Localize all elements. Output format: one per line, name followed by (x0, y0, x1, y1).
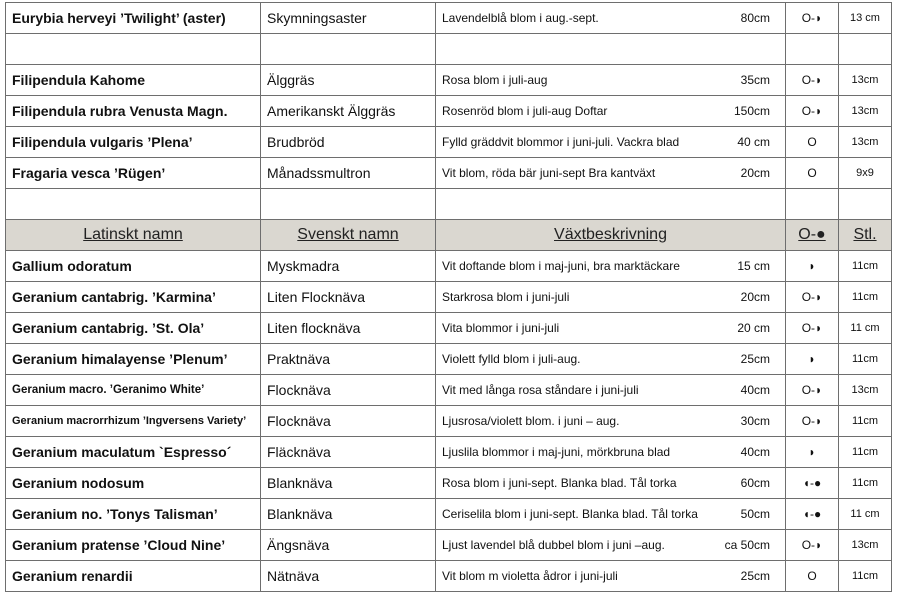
plant-height: 50cm (740, 507, 770, 522)
swedish-name: Myskmadra (261, 251, 436, 282)
plant-height: 20cm (740, 166, 770, 181)
plant-height: 20 cm (737, 321, 770, 336)
blank-cell (786, 189, 839, 220)
plant-description (436, 313, 786, 344)
pot-size: 13cm (839, 96, 892, 127)
swedish-name: Blanknäva (261, 468, 436, 499)
header-row (6, 220, 892, 251)
table-row (6, 375, 892, 406)
plant-description (436, 499, 786, 530)
latin-name: Geranium maculatum `Espresso´ (6, 437, 261, 468)
sun-exposure: O (786, 127, 839, 158)
table-row (6, 282, 892, 313)
table-row (6, 437, 892, 468)
plant-height: 60cm (740, 476, 770, 491)
pot-size: 9x9 (839, 158, 892, 189)
swedish-name: Brudbröd (261, 127, 436, 158)
sun-exposure: ◖-● (786, 499, 839, 530)
description-text: Rosenröd blom i juli-aug Doftar (442, 104, 608, 119)
sun-exposure: O (786, 158, 839, 189)
latin-name: Eurybia herveyi ’Twilight’ (aster) (6, 3, 261, 34)
sun-exposure: ◗ (786, 437, 839, 468)
blank-row (6, 34, 892, 65)
latin-name: Geranium renardii (6, 561, 261, 592)
description-text: Rosa blom i juni-sept. Blanka blad. Tål torka (442, 476, 677, 491)
plant-description (436, 127, 786, 158)
description-text: Vit doftande blom i maj-juni, bra marktäckare (442, 259, 680, 274)
plant-height: ca 50cm (724, 538, 770, 553)
sun-exposure: O-◗ (786, 65, 839, 96)
pot-size: 13 cm (839, 3, 892, 34)
latin-name: Geranium cantabrig. ’Karmina’ (6, 282, 261, 313)
blank-cell (6, 189, 261, 220)
pot-size: 13cm (839, 65, 892, 96)
plant-description (436, 282, 786, 313)
pot-size: 13cm (839, 127, 892, 158)
plant-description (436, 251, 786, 282)
latin-name: Geranium no. ’Tonys Talisman’ (6, 499, 261, 530)
pot-size: 11 cm (839, 499, 892, 530)
plant-height: 40cm (740, 445, 770, 460)
header-swedish: Svenskt namn (261, 220, 436, 251)
description-text: Ljuslila blommor i maj-juni, mörkbruna blad (442, 445, 671, 460)
description-text: Lavendelblå blom i aug.-sept. (442, 11, 599, 26)
sun-exposure: O-◗ (786, 96, 839, 127)
table-row (6, 530, 892, 561)
latin-name: Fragaria vesca ’Rügen’ (6, 158, 261, 189)
sun-exposure: O-◗ (786, 530, 839, 561)
sun-exposure: O-◗ (786, 282, 839, 313)
latin-name: Gallium odoratum (6, 251, 261, 282)
swedish-name: Flocknäva (261, 406, 436, 437)
header-section (6, 220, 892, 251)
pot-size: 11cm (839, 344, 892, 375)
plant-height: 40cm (740, 383, 770, 398)
plant-description (436, 468, 786, 499)
blank-row (6, 189, 892, 220)
plant-description (436, 406, 786, 437)
top-rows (6, 3, 892, 220)
table-row (6, 406, 892, 437)
swedish-name: Nätnäva (261, 561, 436, 592)
blank-cell (436, 189, 786, 220)
description-text: Starkrosa blom i juni-juli (442, 290, 570, 305)
blank-cell (839, 189, 892, 220)
plant-height: 150cm (733, 104, 770, 119)
sun-exposure: ◗ (786, 251, 839, 282)
latin-name: Filipendula vulgaris ’Plena’ (6, 127, 261, 158)
plant-height: 30cm (740, 414, 770, 429)
sun-exposure: O-◗ (786, 313, 839, 344)
blank-cell (839, 34, 892, 65)
table-row (6, 468, 892, 499)
plant-height: 25cm (740, 569, 770, 584)
pot-size: 11cm (839, 251, 892, 282)
blank-cell (261, 34, 436, 65)
latin-name: Geranium macrorrhizum ’Ingversens Variety’ (6, 406, 261, 437)
swedish-name: Månadssmultron (261, 158, 436, 189)
plant-description (436, 530, 786, 561)
latin-name: Geranium nodosum (6, 468, 261, 499)
plant-description (436, 158, 786, 189)
table-row (6, 561, 892, 592)
table-row (6, 158, 892, 189)
plant-height: 20cm (740, 290, 770, 305)
pot-size: 13cm (839, 530, 892, 561)
swedish-name: Praktnäva (261, 344, 436, 375)
sun-exposure: O-◗ (786, 375, 839, 406)
plant-description (436, 375, 786, 406)
latin-name: Geranium himalayense ’Plenum’ (6, 344, 261, 375)
plant-description (436, 65, 786, 96)
plant-height: 40 cm (737, 135, 770, 150)
pot-size: 11cm (839, 561, 892, 592)
swedish-name: Liten Flocknäva (261, 282, 436, 313)
swedish-name: Älggräs (261, 65, 436, 96)
description-text: Vita blommor i juni-juli (442, 321, 560, 336)
latin-name: Filipendula rubra Venusta Magn. (6, 96, 261, 127)
table-row (6, 127, 892, 158)
header-latin: Latinskt namn (6, 220, 261, 251)
blank-cell (6, 34, 261, 65)
description-text: Violett fylld blom i juli-aug. (442, 352, 581, 367)
swedish-name: Amerikanskt Älggräs (261, 96, 436, 127)
latin-name: Geranium pratense ’Cloud Nine’ (6, 530, 261, 561)
blank-cell (261, 189, 436, 220)
blank-cell (786, 34, 839, 65)
swedish-name: Liten flocknäva (261, 313, 436, 344)
plant-height: 15 cm (737, 259, 770, 274)
pot-size: 11 cm (839, 313, 892, 344)
table-row (6, 499, 892, 530)
header-sun: O-● (786, 220, 839, 251)
description-text: Vit med långa rosa ståndare i juni-juli (442, 383, 639, 398)
latin-name: Geranium cantabrig. ’St. Ola’ (6, 313, 261, 344)
swedish-name: Blanknäva (261, 499, 436, 530)
sun-exposure: ◗ (786, 344, 839, 375)
pot-size: 11cm (839, 406, 892, 437)
pot-size: 11cm (839, 468, 892, 499)
description-text: Vit blom m violetta ådror i juni-juli (442, 569, 618, 584)
table-row (6, 96, 892, 127)
swedish-name: Ängsnäva (261, 530, 436, 561)
description-text: Ljusrosa/violett blom. i juni – aug. (442, 414, 620, 429)
description-text: Fylld gräddvit blommor i juni-juli. Vackra blad (442, 135, 680, 150)
plant-height: 35cm (740, 73, 770, 88)
blank-cell (436, 34, 786, 65)
sun-exposure: O (786, 561, 839, 592)
description-text: Rosa blom i juli-aug (442, 73, 548, 88)
table-row (6, 251, 892, 282)
pot-size: 11cm (839, 282, 892, 313)
table-row (6, 313, 892, 344)
bottom-rows (6, 251, 892, 592)
sun-exposure: O-◗ (786, 406, 839, 437)
plant-description (436, 437, 786, 468)
description-text: Ceriselila blom i juni-sept. Blanka blad. Tål torka (442, 507, 698, 522)
plant-description (436, 561, 786, 592)
plant-table (5, 2, 892, 592)
plant-description (436, 3, 786, 34)
sun-exposure: O-◗ (786, 3, 839, 34)
header-description: Växtbeskrivning (436, 220, 786, 251)
sun-exposure: ◖-● (786, 468, 839, 499)
latin-name: Geranium macro. ’Geranimo White’ (6, 375, 261, 406)
pot-size: 13cm (839, 375, 892, 406)
description-text: Vit blom, röda bär juni-sept Bra kantväxt (442, 166, 656, 181)
swedish-name: Flocknäva (261, 375, 436, 406)
table-row (6, 344, 892, 375)
latin-name: Filipendula Kahome (6, 65, 261, 96)
header-size: Stl. (839, 220, 892, 251)
plant-description (436, 96, 786, 127)
swedish-name: Skymningsaster (261, 3, 436, 34)
plant-height: 25cm (740, 352, 770, 367)
plant-description (436, 344, 786, 375)
description-text: Ljust lavendel blå dubbel blom i juni –aug. (442, 538, 665, 553)
table-row (6, 3, 892, 34)
table-row (6, 65, 892, 96)
plant-height: 80cm (740, 11, 770, 26)
swedish-name: Fläcknäva (261, 437, 436, 468)
pot-size: 11cm (839, 437, 892, 468)
